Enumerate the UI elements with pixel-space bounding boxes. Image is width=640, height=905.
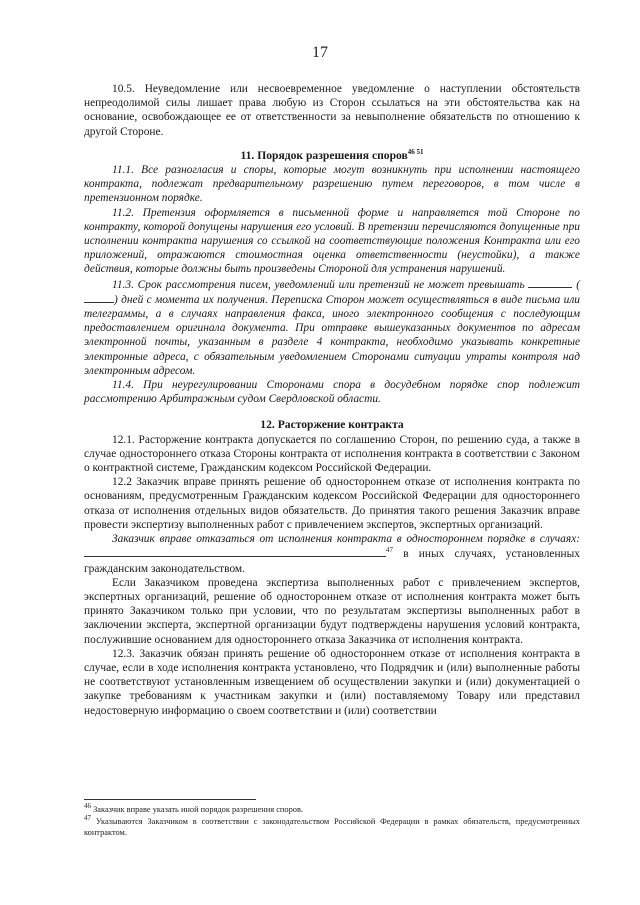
clause-11-3-rest: ) дней с момента их получения. Переписка Сторон может осуществляться в виде письма или телеграммы, а в случаях направления факса, иного электронного сообщения с последующим предоставлением оригинала документа. При отправке вышеуказанных документов по адресам электронной почты, указанным в разделе 4 контракта, необходимо указывать конкретные электронные адреса, с обязательным уведомлением Сторонами ситуации утраты контроля над электронным адресом. [84, 293, 580, 377]
clause-expertise: Если Заказчиком проведена экспертиза выполненных работ с привлечением экспертов, экспертных организаций, решение об одностороннем отказе от исполнения контракта может быть принято Заказчиком только при условии, что по результатам экспертизы выполненных работ в заключении эксперта, экспертной организации будут подтверждены нарушения условий контракта, послужившие основанием для одностороннего отказа Заказчика от исполнения контракта. [84, 576, 580, 646]
clause-11-3-start: 11.3. Срок рассмотрения писем, уведомлений или претензий не может превышать [112, 278, 525, 291]
footnote-47 [84, 816, 580, 838]
footnote-number: 47 [84, 814, 91, 823]
clause-11-3 [84, 277, 580, 378]
days-words-blank-line [84, 292, 114, 303]
clause-12-3: 12.3. Заказчик обязан принять решение об одностороннем отказе от исполнения контракта в случае, если в ходе исполнения контракта установлено, что Подрядчик и (или) выполненные работы не соответствуют установленным извещением об осуществлении закупки и (или) документацией о закупке требованиям к участникам закупки и (или) поставляемому Товару или представил недостоверную информацию о своем соответствии и (или) соответствии [84, 647, 580, 717]
refusal-cases-blank-line [84, 546, 386, 557]
section-11-title: 11. Порядок разрешения споров [240, 148, 408, 162]
clause-refusal-cases [84, 532, 580, 576]
refusal-cases-text: Заказчик вправе отказаться от исполнения контракта в одностороннем порядке в случаях: [112, 533, 580, 546]
footnote-separator [84, 799, 256, 800]
page-number: 17 [312, 44, 328, 61]
clause-12-2: 12.2 Заказчик вправе принять решение об одностороннем отказе от исполнения контракта по основаниям, предусмотренным Гражданским кодексом Российской Федерации для одностороннего отказа от исполнения отдельных видов обязательств. До принятия такого решения Заказчик вправе провести экспертизу выполненных работ с привлечением экспертов, экспертных организаций. [84, 476, 580, 531]
clause-11-1: 11.1. Все разногласия и споры, которые могут возникнуть при исполнении настоящего контракта, подлежат предварительному разрешению путем переговоров, в том числе в претензионном порядке. [84, 164, 580, 205]
page-content [84, 82, 580, 718]
section-11-footnote-ref: 46 51 [407, 147, 424, 156]
clause-11-2: 11.2. Претензия оформляется в письменной форме и направляется той Стороне по контракту, которой допущены нарушения его условий. В претензии перечисляются допущенные при исполнении контракта нарушения со ссылкой на соответствующие положения Контракта или его приложений, отражаются стоимостная оценка ответственности (неустойки), а также действия, которые должны быть произведены Стороной для устранения нарушений. [84, 206, 580, 276]
clause-10-5: 10.5. Неуведомление или несвоевременное уведомление о наступлении обстоятельств непреодолимой силы лишает права любую из Сторон ссылаться на эти обстоятельства как на основание, освобождающее ее от ответственности за невыполнение обязательств по отношению к другой Стороне. [84, 83, 580, 138]
footnote-text: Заказчик вправе указать иной порядок разрешения споров. [91, 805, 303, 814]
clause-11-4: 11.4. При неурегулировании Сторонами спора в досудебном порядке спор подлежит рассмотрению Арбитражным судом Свердловской области. [84, 379, 580, 406]
clause-12-1: 12.1. Расторжение контракта допускается по соглашению Сторон, по решению суда, а также в случае одностороннего отказа Стороны контракта от исполнения контракта в соответствии с Законом о контрактной системе, Гражданским кодексом Российской Федерации. [84, 433, 580, 475]
refusal-footnote-ref: 47 [386, 546, 393, 555]
footnotes [84, 804, 580, 839]
footnote-text: Указываются Заказчиком в соответствии с законодательством Российской Федерации в рамках обязательств, предусмотренных контрактом. [84, 817, 580, 837]
footnote-number: 46 [84, 802, 91, 811]
clause-11-3-open-paren: ( [576, 278, 580, 291]
section-11-heading [84, 149, 580, 163]
days-blank-line [528, 277, 572, 288]
footnote-46 [84, 804, 580, 815]
section-12-heading: 12. Расторжение контракта [260, 418, 404, 432]
refusal-cases-tail: в иных случаях, установленных гражданским законодательством. [84, 548, 580, 575]
